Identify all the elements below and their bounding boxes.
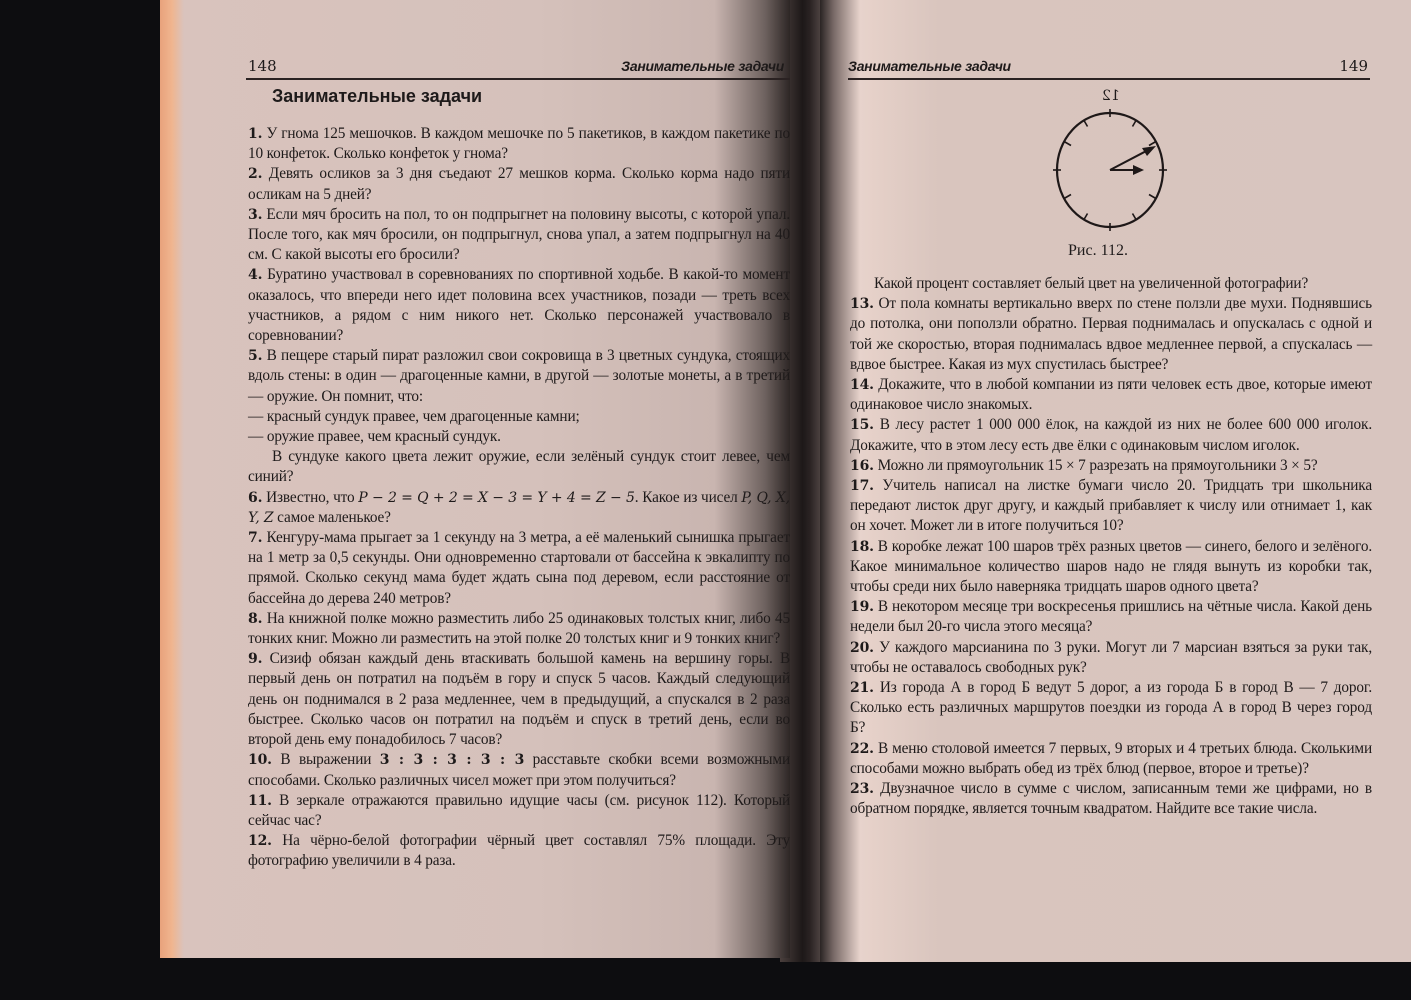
problem-5-question: В сундуке какого цвета лежит оружие, если зелёный сундук стоит левее, чем синий? — [248, 448, 790, 486]
problem-list — [850, 274, 1372, 819]
running-title: Занимательные задачи — [621, 58, 784, 74]
problem-number: 11. — [248, 792, 272, 809]
problem-text: Из города А в город Б ведут 5 дорог, а из города Б в город В — 7 дорог. Сколько есть различных маршрутов поездки из города А в город В через город Б? — [850, 679, 1372, 737]
formula: P − 2 = Q + 2 = X − 3 = Y + 4 = Z − 5 — [358, 489, 635, 506]
problem-text: В выражении — [280, 751, 372, 769]
left-page — [160, 0, 790, 958]
problem-text: Если мяч бросить на пол, то он подпрыгнет на половину высоты, с которой упал. После того, как мяч бросили, он подпрыгнул, снова упал, а затем подпрыгнул на 40 см. С какой высоты его бросили? — [248, 205, 790, 264]
problem-number: 5. — [248, 348, 263, 365]
running-title: Занимательные задачи — [848, 58, 1011, 74]
problem-text: Учитель написал на листке бумаги число 20. Тридцать три школьника передают листок друг другу, и каждый прибавляет к числу или отнимает 1, как он хочет. Может ли в итоге получиться 10? — [850, 477, 1372, 535]
problem-text: расставьте скобки всеми возможными способами. Сколько различных чисел может при этом получиться? — [248, 751, 790, 789]
running-header — [848, 56, 1370, 80]
problem-number: 17. — [850, 478, 874, 495]
problem-number: 18. — [850, 538, 874, 555]
problem-text: Докажите, что в любой компании из пяти человек есть двое, которые имеют одинаковое число знакомых. — [850, 376, 1372, 414]
page-number: 149 — [1339, 57, 1368, 75]
problem-19 — [850, 597, 1372, 637]
problem-number: 10. — [248, 752, 272, 769]
problem-text: В пещере старый пират разложил свои сокровища в 3 цветных сундука, стоящих вдоль стены: в один — драгоценные камни, в другой — золотые монеты, а в третий — оружие. Он помнит, что: — [248, 347, 790, 405]
problem-text: У гнома 125 мешочков. В каждом мешочке по 5 пакетиков, в каждом пакетике по 10 конфеток. Сколько конфеток у гнома? — [248, 125, 790, 163]
problem-14 — [850, 375, 1372, 415]
problem-number: 3. — [248, 206, 263, 223]
problem-number: 16. — [850, 457, 874, 474]
problem-4 — [248, 265, 790, 346]
problem-3 — [248, 205, 790, 266]
problem-number: 7. — [248, 530, 263, 547]
problem-text: На чёрно-белой фотографии чёрный цвет составлял 75% площади. Эту фотографию увеличили в 4 раза. — [248, 832, 790, 870]
problem-text: В коробке лежат 100 шаров трёх разных цветов — синего, белого и зелёного. Какое минимальное количество шаров надо не глядя вынуть из коробки так, чтобы среди них было наверняка тридцать шаров одного цвета? — [850, 537, 1372, 596]
problem-text: Известно, что — [266, 488, 355, 506]
problem-number: 9. — [248, 651, 263, 668]
mirrored-clock-icon — [1040, 86, 1180, 266]
problem-number: 23. — [850, 781, 874, 798]
problem-text: Сизиф обязан каждый день втаскивать большой камень на вершину горы. В первый день он потратил на подъём в гору и спуск 5 часов. Каждый следующий день он поднимался в 2 раза медленнее, чем в предыдущий, а спускался в 2 раза быстрее. Сколько часов он потратил на подъём и спуск в третий день, если во второй день ему понадобилось 7 часов? — [248, 650, 790, 749]
variables: P, Q, X, Y, Z — [248, 489, 790, 526]
problem-12-continuation: Какой процент составляет белый цвет на увеличенной фотографии? — [874, 275, 1309, 292]
problem-5-condition-1: — красный сундук правее, чем драгоценные камни; — [248, 407, 580, 425]
problem-number: 15. — [850, 417, 874, 434]
problem-20 — [850, 638, 1372, 678]
right-page — [820, 0, 1411, 962]
problem-number: 22. — [850, 740, 874, 757]
problem-text: У каждого марсианина по 3 руки. Могут ли 7 марсиан взяться за руки так, чтобы не оставалось свободных рук? — [850, 638, 1372, 676]
problem-21 — [850, 678, 1372, 739]
problem-17 — [850, 476, 1372, 537]
problem-10 — [248, 750, 790, 790]
problem-2 — [248, 164, 790, 204]
problem-8 — [248, 609, 790, 649]
problem-9 — [248, 649, 790, 750]
problem-number: 2. — [248, 166, 263, 183]
problem-22 — [850, 739, 1372, 779]
problem-5 — [248, 346, 790, 407]
problem-text: . Какое из чисел — [634, 488, 738, 506]
problem-18 — [850, 537, 1372, 598]
problem-text: В некотором месяце три воскресенья пришлись на чётные числа. Какой день недели был 20-го числа этого месяца? — [850, 598, 1372, 636]
problem-text: В лесу растет 1 000 000 ёлок, на каждой из них не более 600 000 иголок. Докажите, что в этом лесу есть две ёлки с одинаковым числом иголок. — [850, 416, 1372, 454]
problem-number: 13. — [850, 296, 874, 313]
running-header — [246, 56, 790, 80]
problem-7 — [248, 528, 790, 609]
problem-11 — [248, 791, 790, 831]
problem-text: В меню столовой имеется 7 первых, 9 вторых и 4 третьих блюда. Сколькими способами можно выбрать обед из трёх блюд (первое, второе и третье)? — [850, 739, 1372, 777]
problem-number: 8. — [248, 610, 263, 627]
problem-text: Буратино участвовал в соревнованиях по спортивной ходьбе. В какой-то момент оказалось, что впереди него идет половина всех участников, позади — треть всех участников, а рядом с ним никого нет. Сколько персонажей участвовало в соревновании? — [248, 266, 790, 345]
problem-5-condition-2: — оружие правее, чем красный сундук. — [248, 428, 501, 446]
problem-text: Девять осликов за 3 дня съедают 27 мешков корма. Сколько корма надо пяти осликам на 5 дней? — [248, 165, 790, 203]
figure-caption: Рис. 112. — [1068, 242, 1128, 259]
problem-number: 21. — [850, 680, 874, 697]
problem-number: 20. — [850, 639, 874, 656]
problem-number: 1. — [248, 126, 263, 142]
section-title: Занимательные задачи — [272, 86, 483, 106]
problem-text: самое маленькое? — [277, 508, 391, 526]
problem-6 — [248, 488, 790, 528]
page-number: 148 — [248, 57, 277, 75]
problem-text: На книжной полке можно разместить либо 25 одинаковых толстых книг, либо 45 тонких книг. Можно ли разместить на этой полке 20 толстых книг и 9 тонких книг? — [248, 609, 790, 648]
problem-15 — [850, 415, 1372, 455]
problem-number: 4. — [248, 267, 263, 284]
formula: 3 : 3 : 3 : 3 : 3 — [379, 752, 525, 769]
problem-text: От пола комнаты вертикально вверх по стене ползли две мухи. Поднявшись до потолка, они поползли обратно. Первая поднималась и опускалась с одной и той же скоростью, вторая поднималась вдвое медленнее первой, а спускалась — вдвое быстрее. Какая из мух спустилась быстрее? — [850, 295, 1373, 373]
problem-13 — [850, 294, 1372, 375]
problem-list — [248, 124, 790, 872]
problem-23 — [850, 779, 1372, 819]
problem-number: 19. — [850, 599, 874, 616]
problem-text: Двузначное число в сумме с числом, записанным теми же цифрами, но в обратном порядке, является точным квадратом. Найдите все такие числа. — [850, 780, 1372, 818]
problem-number: 12. — [248, 833, 272, 850]
clock-label-12-mirrored: 12 — [1102, 88, 1120, 104]
problem-12 — [248, 831, 790, 871]
problem-16 — [850, 456, 1372, 476]
problem-text: В зеркале отражаются правильно идущие часы (см. рисунок 112). Который сейчас час? — [248, 791, 790, 829]
problem-1 — [248, 124, 790, 164]
problem-text: Можно ли прямоугольник 15 × 7 разрезать на прямоугольники 3 × 5? — [877, 456, 1318, 474]
problem-number: 6. — [248, 489, 263, 506]
problem-text: Кенгуру-мама прыгает за 1 секунду на 3 метра, а её маленький сынишка прыгает на 1 метр за 0,5 секунды. Они одновременно стартовали от бассейна к эвкалипту по прямой. Сколько секунд мама будет ждать сына под деревом, если расстояние от бассейна до дерева 240 метров? — [248, 529, 790, 607]
problem-number: 14. — [850, 377, 874, 394]
